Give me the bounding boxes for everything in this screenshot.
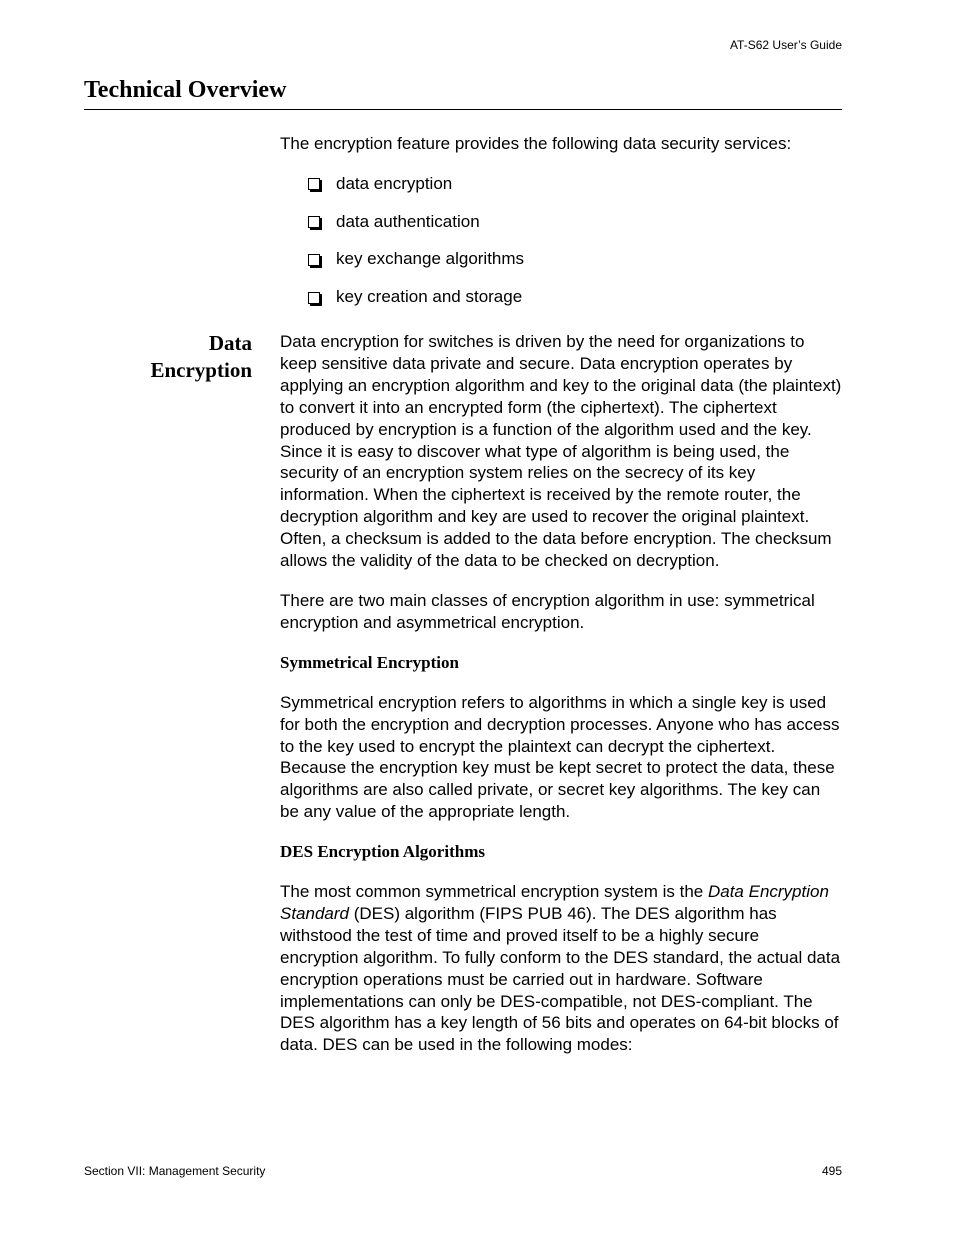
- side-heading-line: Encryption: [150, 358, 252, 382]
- side-heading-data-encryption: [150, 330, 252, 384]
- services-list: [308, 173, 524, 324]
- section-title: Technical Overview: [84, 77, 287, 103]
- checkbox-bullet-icon: [308, 216, 320, 228]
- footer-section-label: Section VII: Management Security: [84, 1164, 266, 1178]
- running-header: AT-S62 User’s Guide: [729, 38, 842, 52]
- subheading-symmetrical-encryption: Symmetrical Encryption: [280, 652, 459, 672]
- footer-page-number: 495: [821, 1164, 842, 1178]
- list-item: [308, 173, 524, 195]
- list-item-label: key creation and storage: [336, 287, 523, 307]
- intro-text: The encryption feature provides the following data security services:: [280, 134, 792, 153]
- paragraph: [280, 881, 842, 1056]
- list-item-label: data authentication: [336, 211, 480, 231]
- checkbox-bullet-icon: [308, 292, 320, 304]
- emphasis-text: Data Encryption Standard: [280, 882, 829, 923]
- list-item: [308, 211, 524, 233]
- side-heading-line: Data: [208, 331, 252, 355]
- text-run: The most common symmetrical encryption system is the: [280, 882, 708, 902]
- subheading-des-encryption: DES Encryption Algorithms: [280, 842, 485, 862]
- list-item-label: data encryption: [336, 174, 453, 193]
- paragraph: Data encryption for switches is driven by the need for organizations to keep sensitive data private and secure. Data encryption operates by applying an encryption algorithm and key to the original data (the plaintext) to convert it into an encrypted form (the ciphertext). The ciphertext produced by encryption is a function of the algorithm used and the key. Since it is easy to discover what type of algorithm is being used, the security of an encryption system relies on the secrecy of its key information. When the ciphertext is received by the remote router, the decryption algorithm and key are used to recover the original plaintext. Often, a checksum is added to the data before encryption. The checksum allows the validity of the data to be checked on decryption.: [280, 332, 842, 571]
- title-rule: [84, 109, 842, 110]
- list-item: [308, 248, 524, 270]
- checkbox-bullet-icon: [308, 178, 320, 190]
- paragraph: Symmetrical encryption refers to algorithms in which a single key is used for both the encryption and decryption processes. Anyone who has access to the key used to encrypt the plaintext can decrypt the ciphertext. Because the encryption key must be kept secret to protect the data, these algorithms are also called private, or secret key algorithms. The key can be any value of the appropriate length.: [280, 692, 840, 822]
- list-item-label: key exchange algorithms: [336, 249, 525, 269]
- intro-paragraph: [280, 133, 842, 155]
- checkbox-bullet-icon: [308, 254, 320, 266]
- list-item: [308, 286, 524, 308]
- data-encryption-body: [280, 331, 842, 1074]
- paragraph: There are two main classes of encryption algorithm in use: symmetrical encryption and asymmetrical encryption.: [280, 590, 815, 632]
- text-run: (DES) algorithm (FIPS PUB 46). The DES algorithm has withstood the test of time and proved itself to be a highly secure encryption algorithm. To fully conform to the DES standard, the actual data encryption operations must be carried out in hardware. Software implementations can only be DES-compatible, not DES-compliant. The DES algorithm has a key length of 56 bits and operates on 64-bit blocks of data. DES can be used in the following modes:: [280, 903, 841, 1055]
